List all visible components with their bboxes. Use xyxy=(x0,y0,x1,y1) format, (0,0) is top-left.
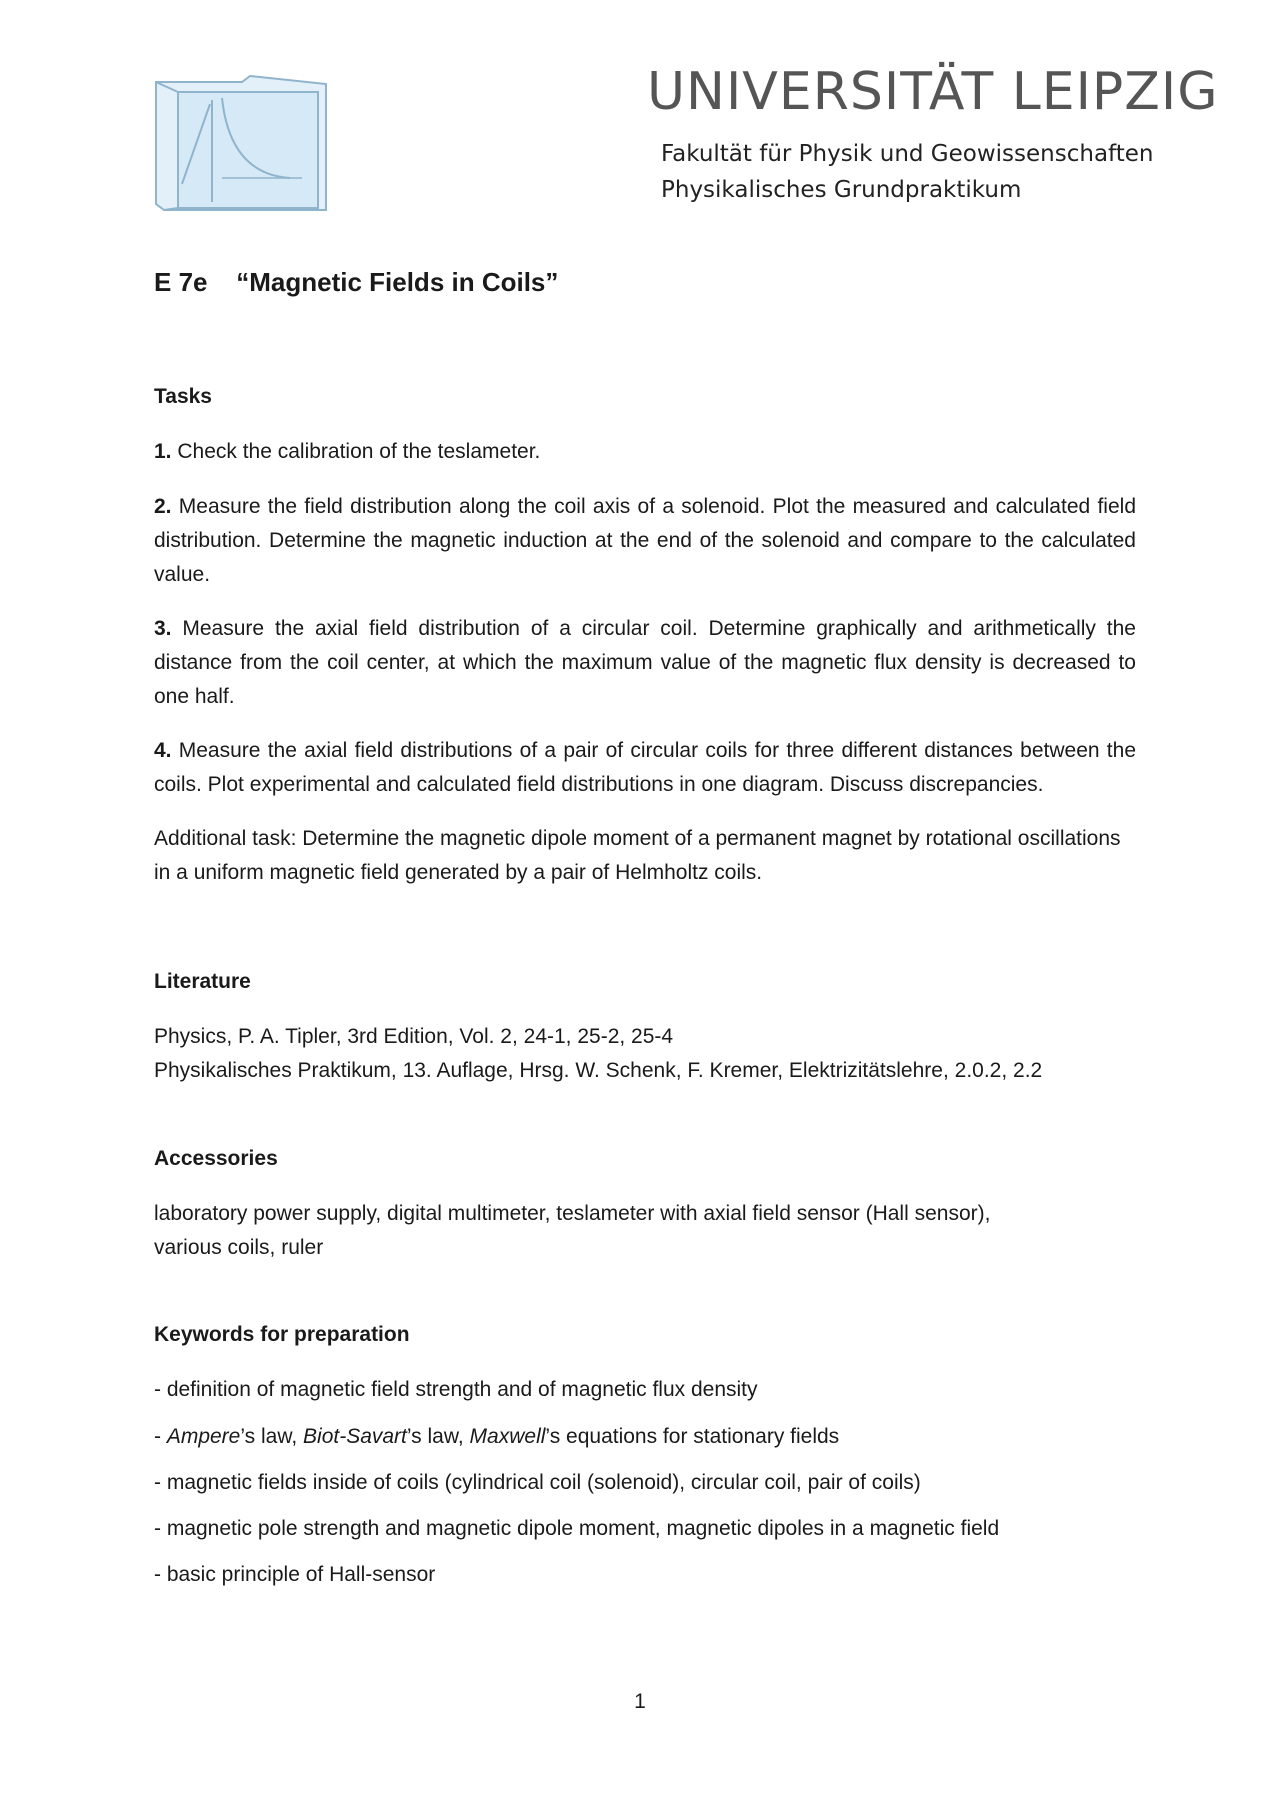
keyword-item: - Ampere’s law, Biot-Savart’s law, Maxwell’s equations for stationary fields xyxy=(154,1425,840,1448)
university-logo-icon xyxy=(150,74,334,220)
experiment-code: E 7e xyxy=(154,267,208,297)
task-text: Measure the axial field distributions of a pair of circular coils for three different distances between the coils. Plot experimental and calculated field distributions in one diagram. Discuss discrepancies. xyxy=(154,739,1136,796)
keyword-item: - magnetic pole strength and magnetic dipole moment, magnetic dipoles in a magnetic field xyxy=(154,1517,1000,1540)
literature-item: Physics, P. A. Tipler, 3rd Edition, Vol. 2, 24-1, 25-2, 25-4 xyxy=(154,1025,674,1048)
faculty-block xyxy=(661,136,1153,208)
keyword-biot-savart: Biot-Savart xyxy=(303,1425,407,1448)
keyword-item: - magnetic fields inside of coils (cylindrical coil (solenoid), circular coil, pair of coils) xyxy=(154,1471,921,1494)
task-number: 2. xyxy=(154,495,172,518)
accessories-line: various coils, ruler xyxy=(154,1236,324,1259)
experiment-name: “Magnetic Fields in Coils” xyxy=(236,267,559,297)
page-title xyxy=(154,267,558,298)
keyword-item: - definition of magnetic field strength and of magnetic flux density xyxy=(154,1378,758,1401)
task-item xyxy=(154,435,1136,469)
department-name: Physikalisches Grundpraktikum xyxy=(661,177,1022,203)
literature-item: Physikalisches Praktikum, 13. Auflage, Hrsg. W. Schenk, F. Kremer, Elektrizitätslehre, 2.0.2, 2.2 xyxy=(154,1059,1043,1082)
literature-list xyxy=(154,1020,1136,1088)
accessories-line: laboratory power supply, digital multimeter, teslameter with axial field sensor (Hall sensor), xyxy=(154,1202,991,1225)
tasks-heading: Tasks xyxy=(154,385,212,408)
task-item xyxy=(154,612,1136,714)
accessories-heading: Accessories xyxy=(154,1147,278,1170)
keyword-maxwell: Maxwell xyxy=(469,1425,546,1448)
page-number: 1 xyxy=(634,1690,646,1713)
keyword-item: - basic principle of Hall-sensor xyxy=(154,1563,436,1586)
keywords-heading: Keywords for preparation xyxy=(154,1323,410,1346)
accessories-list xyxy=(154,1197,1136,1265)
task-text: Check the calibration of the teslameter. xyxy=(171,440,541,463)
task-text: Measure the field distribution along the coil axis of a solenoid. Plot the measured and calculated field distribution. Determine the magnetic induction at the end of the solenoid and compare to the calculated value. xyxy=(154,495,1136,586)
faculty-name: Fakultät für Physik und Geowissenschaften xyxy=(661,141,1154,167)
task-number: 4. xyxy=(154,739,172,762)
task-number: 1. xyxy=(154,440,172,463)
university-name: UNIVERSITÄT LEIPZIG xyxy=(647,62,1219,122)
literature-heading: Literature xyxy=(154,970,251,993)
task-item xyxy=(154,734,1136,802)
tasks-section xyxy=(154,380,1136,414)
additional-task: Additional task: Determine the magnetic dipole moment of a permanent magnet by rotational oscillations in a uniform magnetic field generated by a pair of Helmholtz coils. xyxy=(154,827,1121,884)
task-number: 3. xyxy=(154,617,172,640)
task-text: Measure the axial field distribution of a circular coil. Determine graphically and arithmetically the distance from the coil center, at which the maximum value of the magnetic flux density is decreased to one half. xyxy=(154,617,1136,708)
keyword-ampere: Ampere xyxy=(166,1425,241,1448)
task-item xyxy=(154,490,1136,592)
